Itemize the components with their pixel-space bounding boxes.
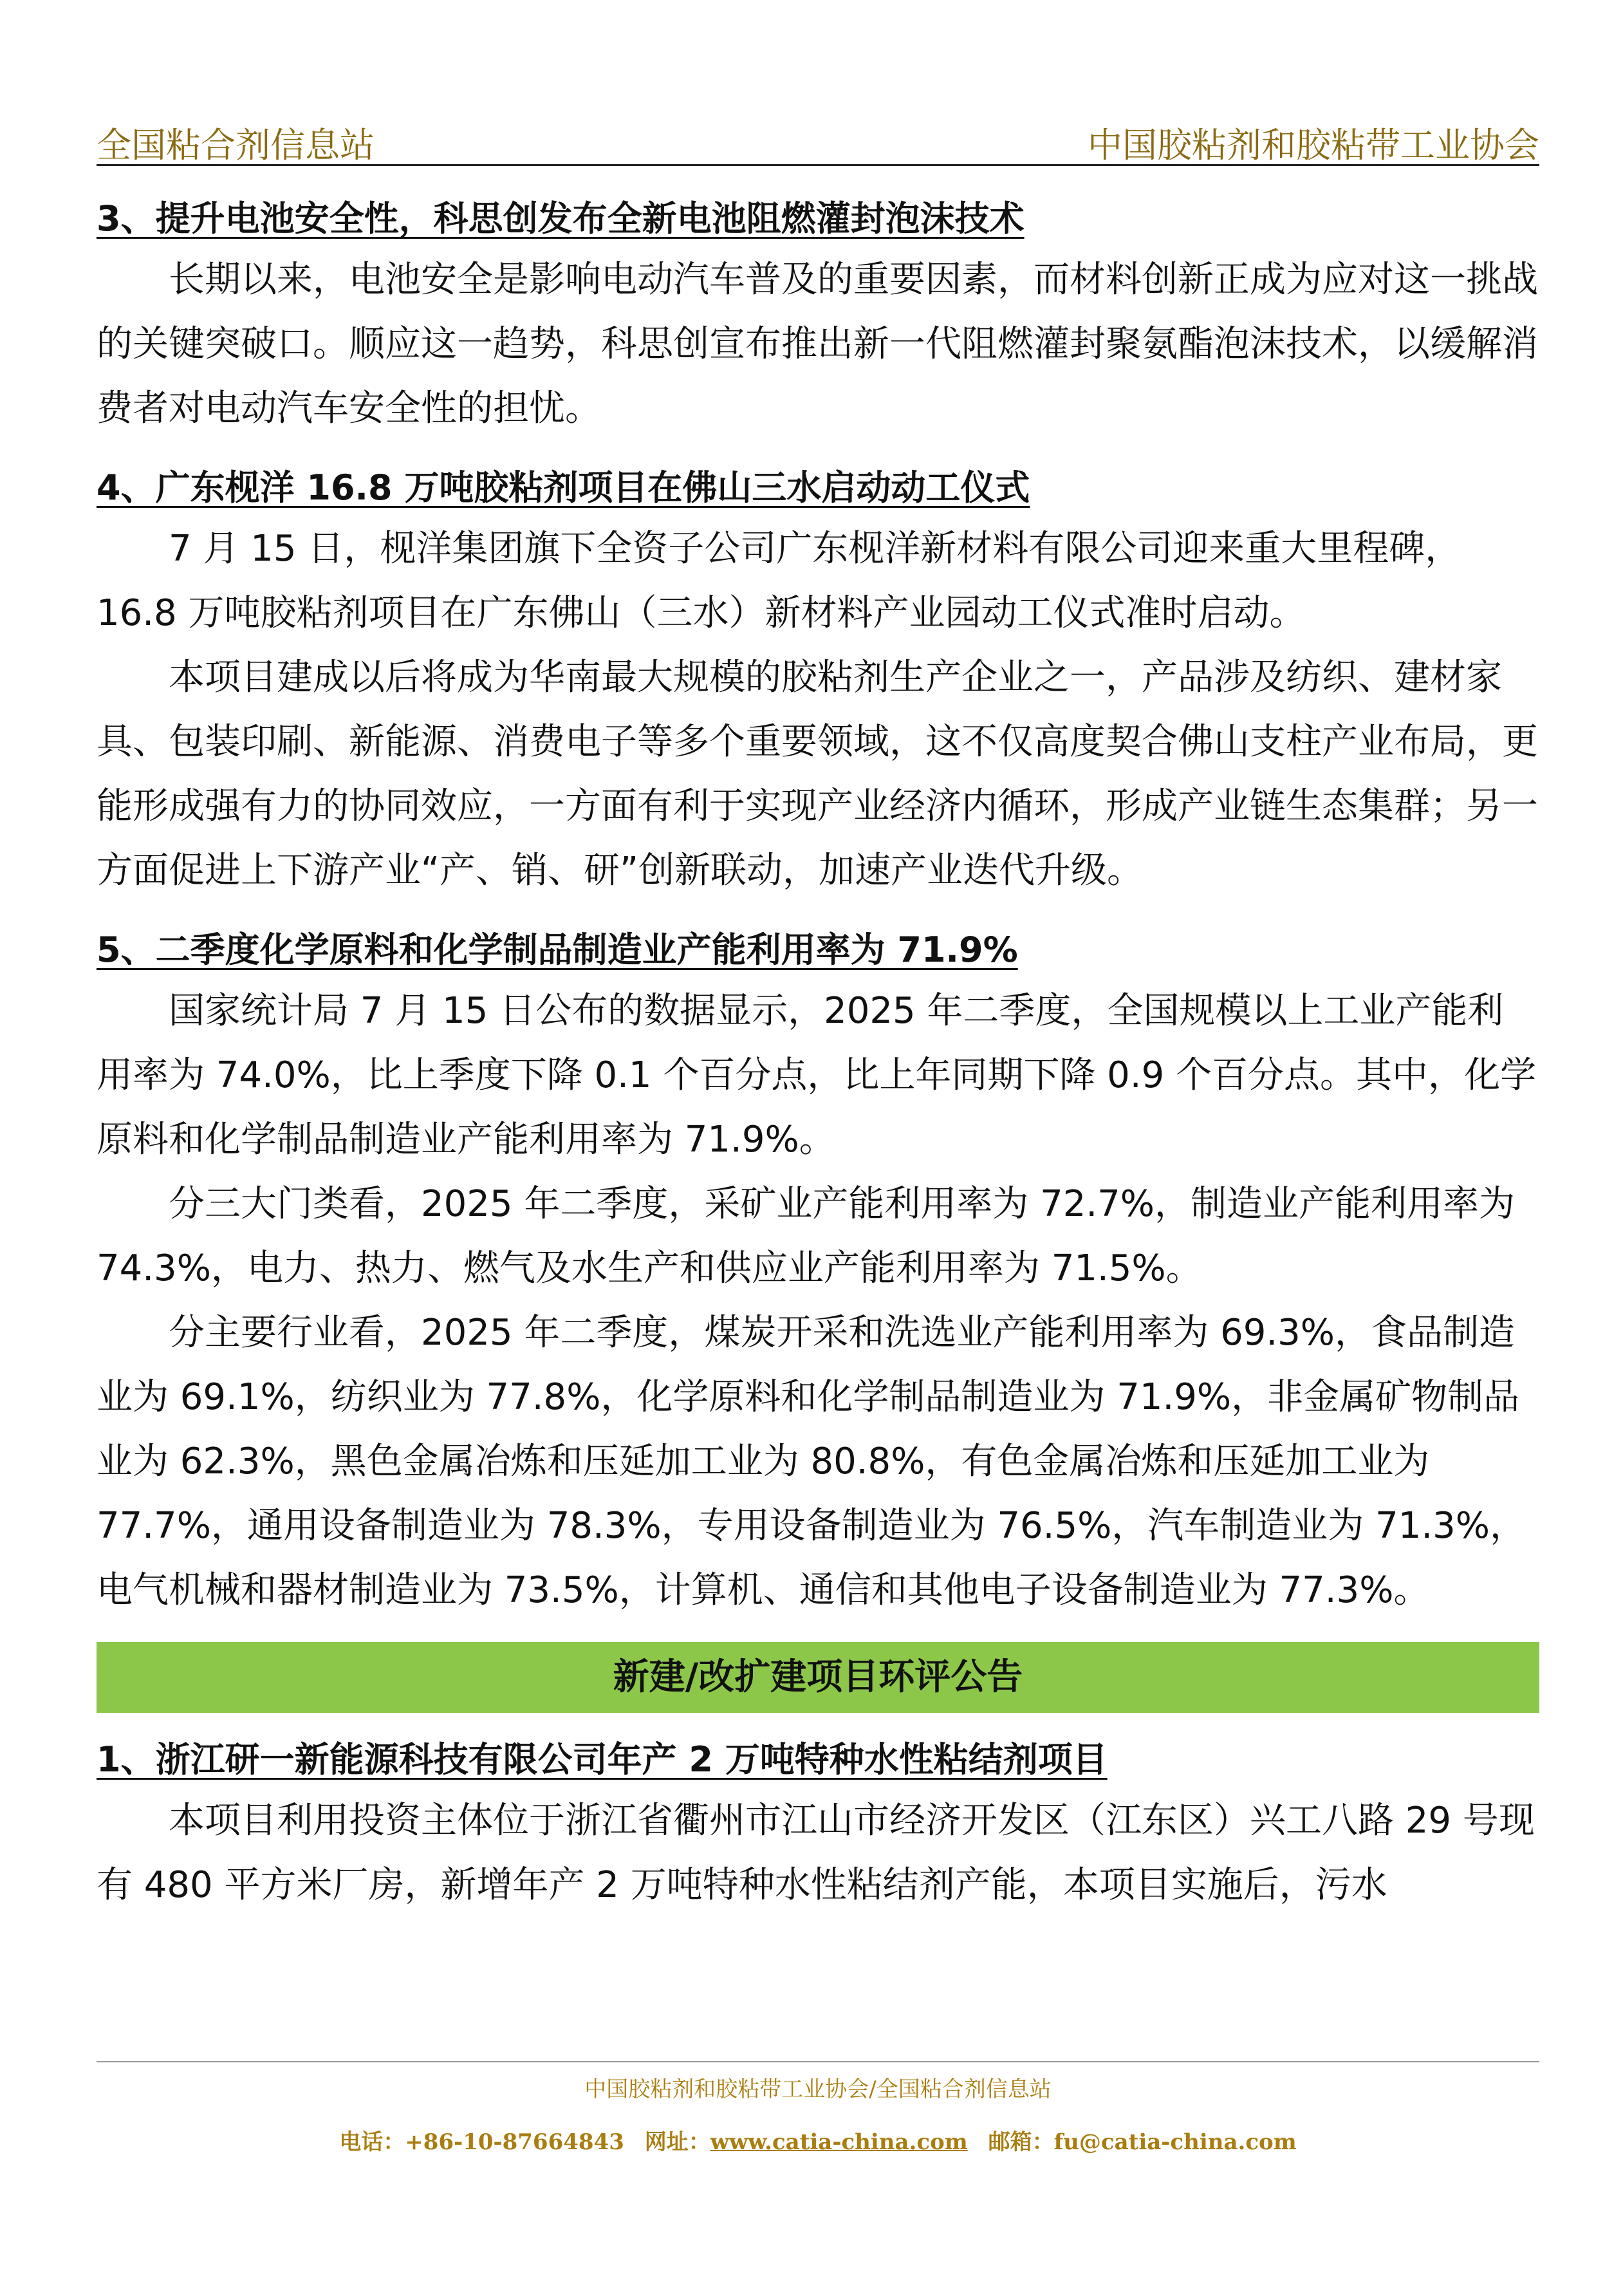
footer-organization: 中国胶粘剂和胶粘带工业协会/全国粘合剂信息站	[584, 2077, 1052, 2102]
section-5-title: 5、二季度化学原料和化学制品制造业产能利用率为 71.9%	[97, 929, 1018, 970]
section-3-paragraph-1: 长期以来，电池安全是影响电动汽车普及的重要因素，而材料创新正成为应对这一挑战的关键突破口。顺应这一趋势，科思创宣布推出新一代阻燃灌封聚氨酯泡沫技术，以缓解消费者对电动汽车安全性的担忧。	[97, 259, 1538, 429]
header-association-name: 中国胶粘剂和胶粘带工业协会	[1088, 125, 1539, 165]
section-5-paragraph-3: 分主要行业看，2025 年二季度，煤炭开采和洗选业产能利用率为 69.3%，食品制造业为 69.1%，纺织业为 77.8%，化学原料和化学制品制造业为 71.9%，非金属矿物制品业为 62.3%，黑色金属冶炼和压延加工业为 80.8%，有色金属冶炼和压延加工业为 77.7%，通用设备制造业为 78.3%，专用设备制造业为 76.5%，汽车制造业为 71.3%，电气机械和器材制造业为 73.5%，计算机、通信和其他电子设备制造业为 77.3%。	[97, 1312, 1526, 1611]
section-5-paragraph-1: 国家统计局 7 月 15 日公布的数据显示，2025 年二季度，全国规模以上工业产能利用率为 74.0%，比上季度下降 0.1 个百分点，比上年同期下降 0.9 个百分点。其中，化学原料和化学制品制造业产能利用率为 71.9%。	[97, 990, 1537, 1161]
section-3-title: 3、提升电池安全性，科思创发布全新电池阻燃灌封泡沫技术	[97, 198, 1025, 239]
section-4-paragraph-2: 本项目建成以后将成为华南最大规模的胶粘剂生产企业之一，产品涉及纺织、建材家具、包装印刷、新能源、消费电子等多个重要领域，这不仅高度契合佛山支柱产业布局，更能形成强有力的协同效应，一方面有利于实现产业经济内循环，形成产业链生态集群；另一方面促进上下游产业“产、销、研”创新联动，加速产业迭代升级。	[97, 657, 1538, 891]
footer-website-label: 网址：	[644, 2129, 710, 2155]
footer-phone: 电话：+86-10-87664843	[339, 2129, 624, 2155]
section-4-paragraph-1: 7 月 15 日，枧洋集团旗下全资子公司广东枧洋新材料有限公司迎来重大里程碑，16.8 万吨胶粘剂项目在广东佛山（三水）新材料产业园动工仪式准时启动。	[97, 528, 1461, 634]
page-header	[97, 113, 1539, 166]
project-1-title: 1、浙江研一新能源科技有限公司年产 2 万吨特种水性粘结剂项目	[97, 1739, 1108, 1780]
footer-website-link[interactable]: www.catia-china.com	[710, 2129, 968, 2155]
page-content	[97, 190, 1539, 1918]
footer-divider	[97, 2061, 1539, 2062]
footer-email[interactable]: 邮箱：fu@catia-china.com	[988, 2129, 1297, 2155]
section-4-title: 4、广东枧洋 16.8 万吨胶粘剂项目在佛山三水启动动工仪式	[97, 467, 1030, 508]
section-5-paragraph-2: 分三大门类看，2025 年二季度，采矿业产能利用率为 72.7%，制造业产能利用率为 74.3%，电力、热力、燃气及水生产和供应业产能利用率为 71.5%。	[97, 1183, 1516, 1289]
document-page	[97, 0, 1539, 2296]
project-1-paragraph-1: 本项目利用投资主体位于浙江省衢州市江山市经济开发区（江东区）兴工八路 29 号现有 480 平方米厂房，新增年产 2 万吨特种水性粘结剂产能，本项目实施后，污水	[97, 1800, 1535, 1906]
eia-announcement-banner: 新建/改扩建项目环评公告	[97, 1642, 1539, 1713]
header-site-name: 全国粘合剂信息站	[97, 125, 375, 165]
footer-website	[645, 2129, 968, 2155]
footer-contact-line	[97, 2124, 1539, 2156]
